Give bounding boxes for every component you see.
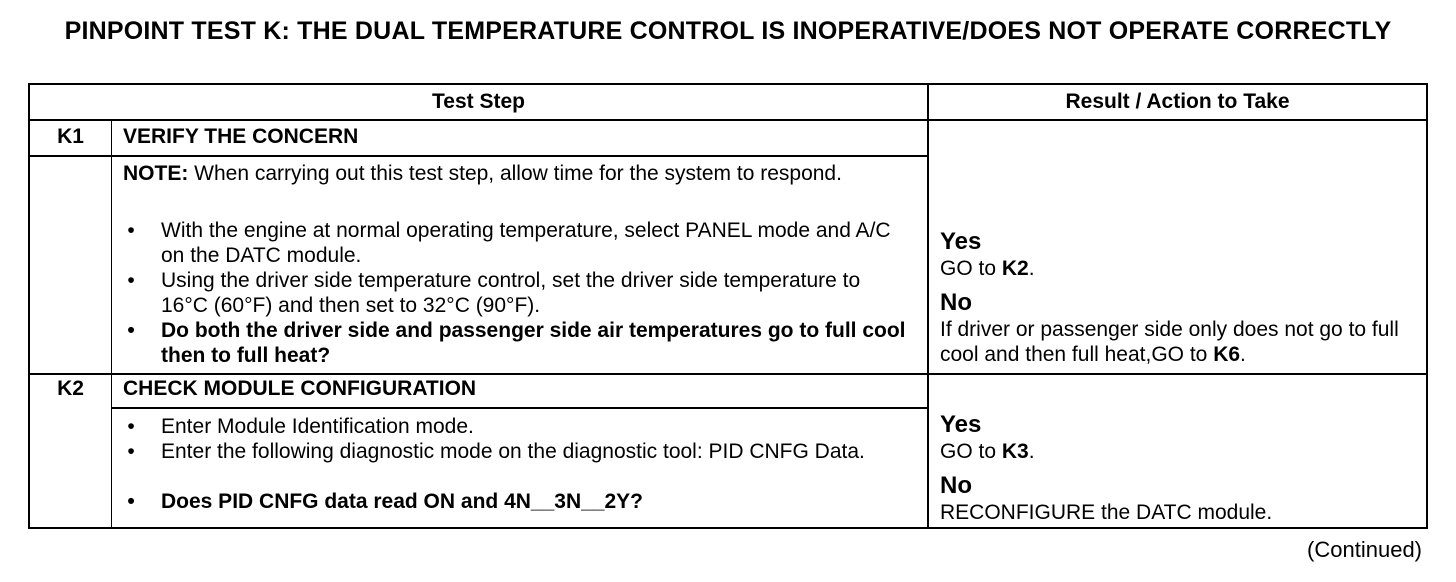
column-divider-result — [927, 85, 929, 527]
result-k2 — [940, 411, 1420, 525]
bullet-dot: • — [127, 269, 135, 292]
step-code-k1: K1 — [57, 125, 84, 148]
step-bullet-k2-2 — [123, 439, 903, 464]
step-code-k2: K2 — [57, 377, 84, 400]
note-label: NOTE: — [123, 162, 189, 185]
bullet-text: Do both the driver side and passenger side air temperatures go to full cool then to full heat? — [161, 319, 906, 367]
header-test-step: Test Step — [432, 90, 525, 113]
bullet-text: Does PID CNFG data read ON and 4N__3N__2Y? — [161, 490, 643, 513]
header-result-action: Result / Action to Take — [1065, 90, 1290, 113]
bullet-dot: • — [127, 490, 135, 513]
step-bullet-k2-1 — [123, 414, 903, 439]
result-k1 — [940, 228, 1420, 367]
step-note-k1 — [123, 161, 913, 186]
k1-heading-rule — [30, 155, 927, 157]
bullet-text: With the engine at normal operating temperature, select PANEL mode and A/C on the DATC module. — [161, 219, 891, 267]
step-bullet-k1-2 — [123, 268, 903, 318]
result-yes-label: Yes — [940, 228, 982, 255]
result-no-action: RECONFIGURE the DATC module. — [940, 501, 1273, 524]
result-yes-label: Yes — [940, 411, 982, 438]
column-divider-code — [111, 121, 112, 527]
bullet-dot: • — [127, 440, 135, 463]
step-bullet-k1-3 — [123, 318, 913, 368]
step-bullet-k1-1 — [123, 218, 903, 268]
result-no-label: No — [940, 289, 972, 316]
pinpoint-test-table — [28, 83, 1428, 529]
bullet-text: Enter the following diagnostic mode on the diagnostic tool: PID CNFG Data. — [161, 440, 865, 463]
bullet-dot: • — [127, 319, 135, 342]
step-bullet-k2-3 — [123, 489, 903, 514]
page-title: PINPOINT TEST K: THE DUAL TEMPERATURE CONTROL IS INOPERATIVE/DOES NOT OPERATE CORRECTLY — [64, 17, 1392, 45]
result-no-action: If driver or passenger side only does not go to full cool and then full heat,GO to K6. — [940, 318, 1399, 366]
result-yes-action: GO to K2. — [940, 257, 1035, 280]
result-no-label: No — [940, 472, 972, 499]
step-heading-k1: VERIFY THE CONCERN — [123, 125, 359, 148]
header-rule — [30, 119, 1426, 121]
step-heading-k2: CHECK MODULE CONFIGURATION — [123, 377, 477, 400]
bullet-dot: • — [127, 219, 135, 242]
result-yes-action: GO to K3. — [940, 440, 1035, 463]
note-text: When carrying out this test step, allow time for the system to respond. — [188, 162, 842, 185]
k1-k2-rule — [30, 373, 1426, 375]
continued-note: (Continued) — [1307, 537, 1422, 562]
bullet-dot: • — [127, 415, 135, 438]
bullet-text: Using the driver side temperature control, set the driver side temperature to 16°C (60°F) and then set to 32°C (90°F). — [161, 269, 861, 317]
bullet-text: Enter Module Identification mode. — [161, 415, 474, 438]
k2-heading-rule — [111, 407, 927, 409]
